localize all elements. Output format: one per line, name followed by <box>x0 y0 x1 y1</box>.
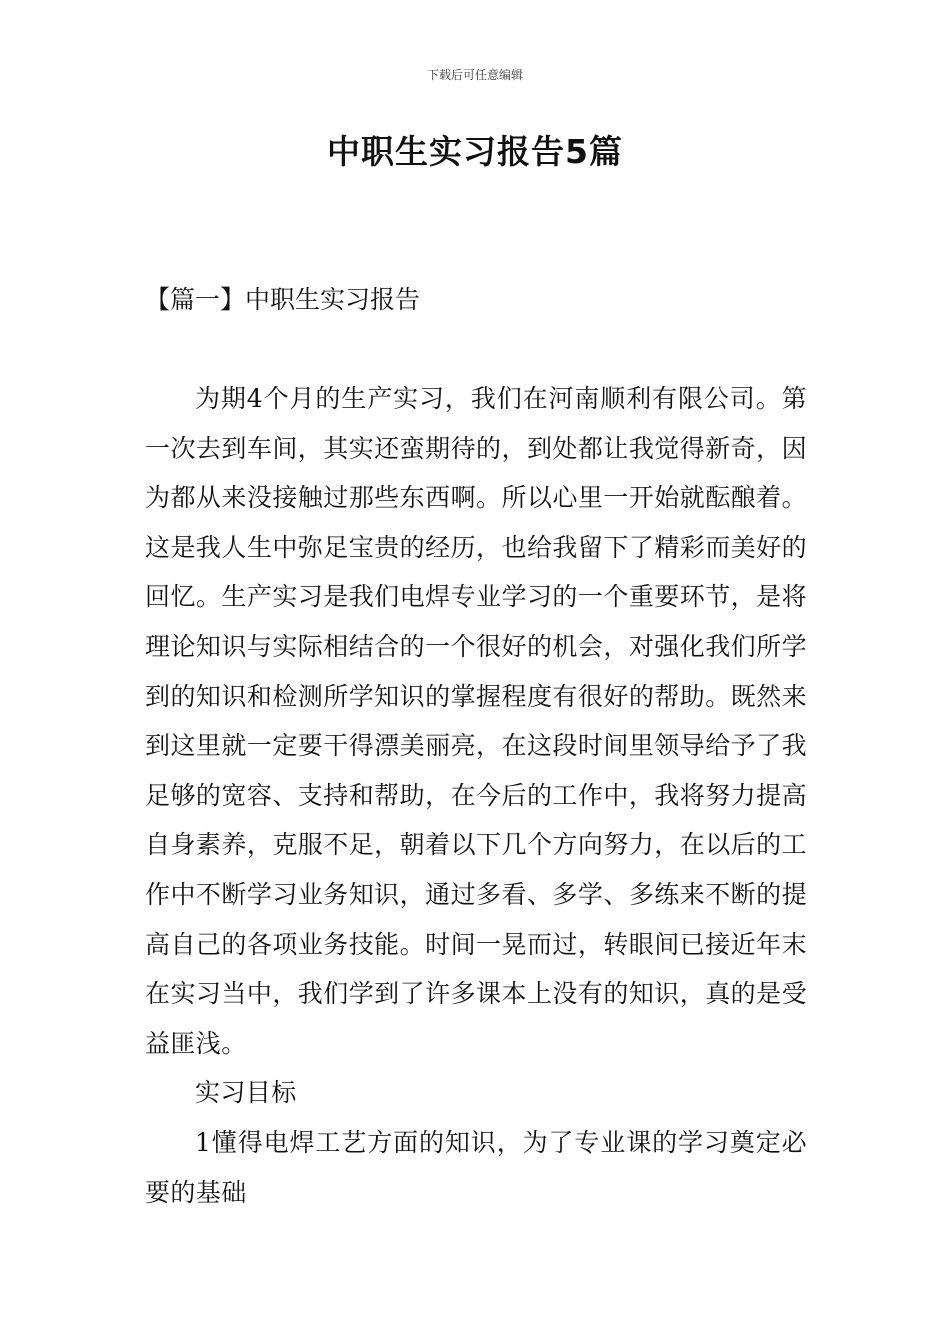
header-note: 下载后可任意编辑 <box>426 68 523 82</box>
document-title: 中职生实习报告5篇 <box>327 132 623 171</box>
document-body <box>145 374 807 1217</box>
body-paragraph: 1懂得电焊工艺方面的知识，为了专业课的学习奠定必要的基础 <box>145 1127 807 1207</box>
section-heading: 【篇一】中职生实习报告 <box>145 285 421 314</box>
body-paragraph: 为期4个月的生产实习，我们在河南顺利有限公司。第一次去到车间，其实还蛮期待的，到处都让我觉得新奇，因为都从来没接触过那些东西啊。所以心里一开始就酝酿着。这是我人生中弥足宝贵的经历，也给我留下了精彩而美好的回忆。生产实习是我们电焊专业学习的一个重要环节，是将理论知识与实际相结合的一个很好的机会，对强化我们所学到的知识和检测所学知识的掌握程度有很好的帮助。既然来到这里就一定要干得漂美丽亮，在这段时间里领导给予了我足够的宽容、支持和帮助，在今后的工作中，我将努力提高自身素养，克服不足，朝着以下几个方向努力，在以后的工作中不断学习业务知识，通过多看、多学、多练来不断的提高自己的各项业务技能。时间一晃而过，转眼间已接近年末在实习当中，我们学到了许多课本上没有的知识，真的是受益匪浅。 <box>145 384 807 1058</box>
subheading-internship-goal: 实习目标 <box>195 1078 297 1108</box>
